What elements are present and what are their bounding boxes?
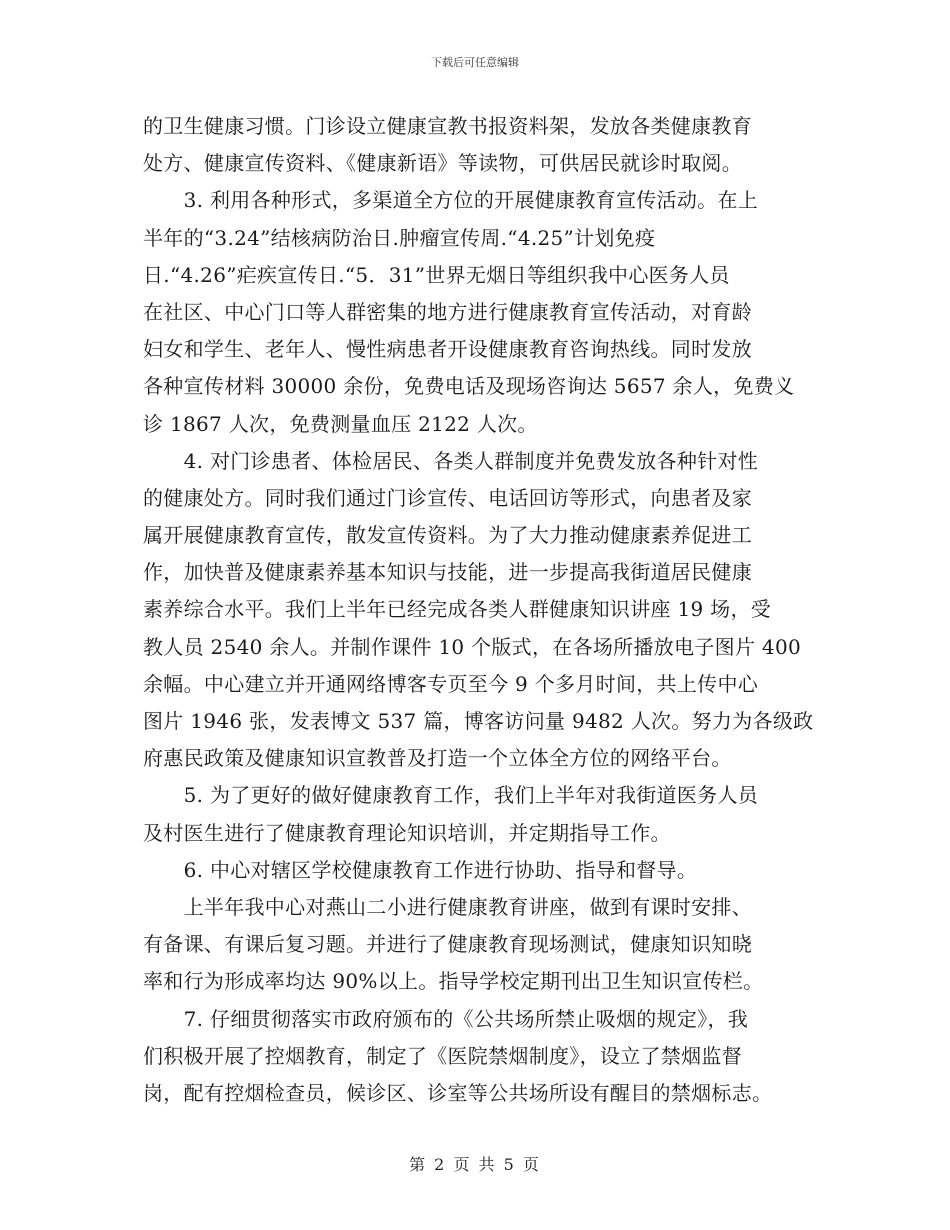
body-text-line: 岗，配有控烟检查员，候诊区、诊室等公共场所设有醒目的禁烟标志。 xyxy=(143,1080,773,1105)
body-text-line: 余幅。中心建立并开通网络博客专页至今 9 个多月时间，共上传中心 xyxy=(143,671,759,696)
body-text-line: 属开展健康教育宣传，散发宣传资料。为了大力推动健康素养促进工 xyxy=(143,523,752,548)
body-text-line: 作，加快普及健康素养基本知识与技能，进一步提高我街道居民健康 xyxy=(143,560,752,585)
body-text-line: 及村医生进行了健康教育理论知识培训，并定期指导工作。 xyxy=(143,820,671,845)
body-text-line: 图片 1946 张，发表博文 537 篇，博客访问量 9482 人次。努力为各级政 xyxy=(143,709,814,733)
document-body xyxy=(143,108,823,1112)
body-text-line: 3. 利用各种形式，多渠道全方位的开展健康教育宣传活动。在上 xyxy=(143,188,759,213)
page-number: 第 2 页 共 5 页 xyxy=(409,1155,541,1174)
body-text-line: 日.“4.26”疟疾宣传日.“5．31”世界无烟日等组织我中心医务人员 xyxy=(143,262,730,287)
body-text-line: 妇女和学生、老年人、慢性病患者开设健康教育咨询热线。同时发放 xyxy=(143,337,752,362)
body-text-line: 们积极开展了控烟教育，制定了《医院禁烟制度》，设立了禁烟监督 xyxy=(143,1043,742,1068)
body-text-line: 率和行为形成率均达 90%以上。指导学校定期刊出卫生知识宣传栏。 xyxy=(143,969,764,994)
body-text-line: 有备课、有课后复习题。并进行了健康教育现场测试，健康知识知晓 xyxy=(143,932,752,957)
body-text-line: 各种宣传材料 30000 余份，免费电话及现场咨询达 5657 余人，免费义 xyxy=(143,374,795,399)
body-text-line: 的健康处方。同时我们通过门诊宣传、电话回访等形式，向患者及家 xyxy=(143,485,752,510)
body-text-line: 6. 中心对辖区学校健康教育工作进行协助、指导和督导。 xyxy=(143,857,698,882)
body-text-line: 素养综合水平。我们上半年已经完成各类人群健康知识讲座 19 场，受 xyxy=(143,597,772,622)
body-text-line: 半年的“3.24”结核病防治日.肿瘤宣传周.“4.25”计划免疫 xyxy=(143,225,656,250)
body-text-line: 在社区、中心门口等人群密集的地方进行健康教育宣传活动，对育龄 xyxy=(143,299,752,324)
body-text-line: 诊 1867 人次，免费测量血压 2122 人次。 xyxy=(143,411,538,436)
body-text-line: 5. 为了更好的做好健康教育工作，我们上半年对我街道医务人员 xyxy=(143,783,759,808)
page-header-note: 下载后可任意编辑 xyxy=(431,56,519,69)
body-text-line: 7. 仔细贯彻落实市政府颁布的《公共场所禁止吸烟的规定》，我 xyxy=(143,1006,749,1031)
body-text-line: 的卫生健康习惯。门诊设立健康宣教书报资料架，发放各类健康教育 xyxy=(143,114,752,138)
body-text-line: 上半年我中心对燕山二小进行健康教育讲座，做到有课时安排、 xyxy=(143,894,752,919)
body-text-line: 教人员 2540 余人。并制作课件 10 个版式，在各场所播放电子图片 400 xyxy=(143,634,802,659)
body-text-line: 府惠民政策及健康知识宣教普及打造一个立体全方位的网络平台。 xyxy=(143,746,732,771)
body-text-line: 4. 对门诊患者、体检居民、各类人群制度并免费发放各种针对性 xyxy=(143,448,759,473)
body-text-line: 处方、健康宣传资料、《健康新语》等读物，可供居民就诊时取阅。 xyxy=(143,151,742,176)
